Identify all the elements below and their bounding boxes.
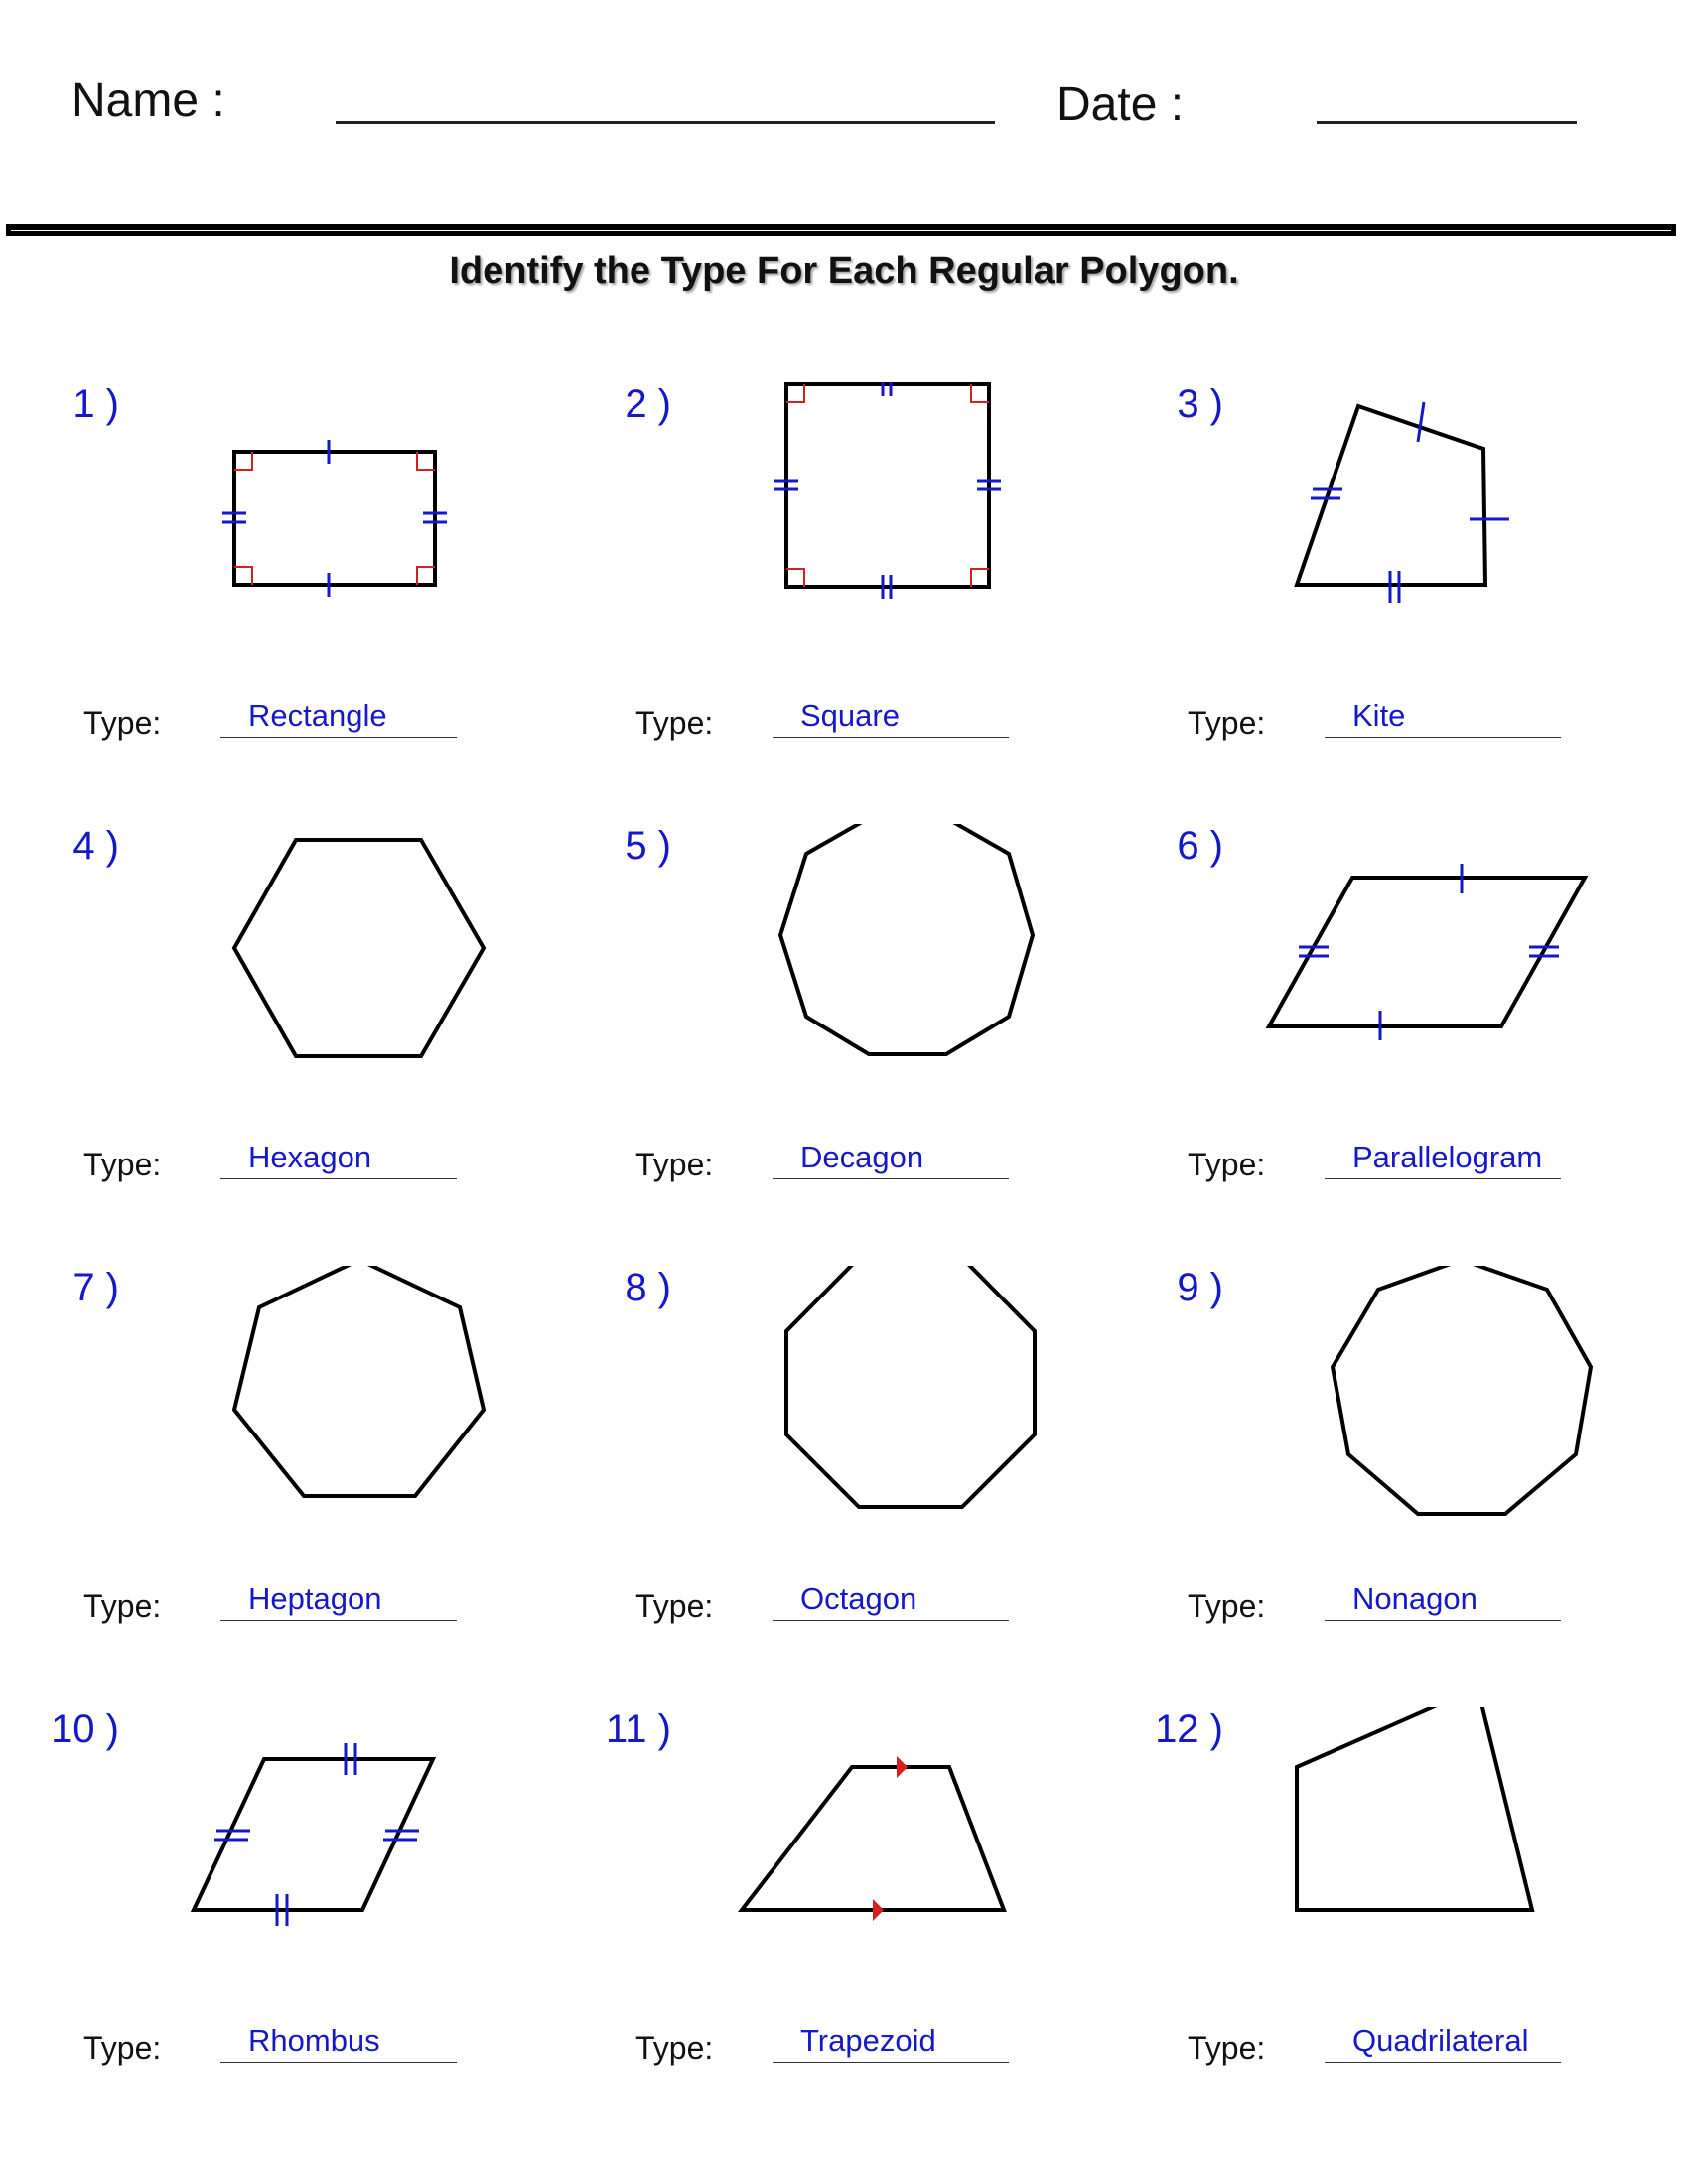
instructions-title: Identify the Type For Each Regular Polygon. [449, 250, 1239, 292]
decagon-shape-icon [552, 824, 1108, 1161]
answer-text: Quadrilateral [1352, 2023, 1529, 2058]
answer-line[interactable] [773, 1178, 1009, 1179]
answer-text: Hexagon [248, 1140, 372, 1174]
problem-1 [0, 382, 556, 824]
problem-2 [552, 382, 1108, 824]
type-label: Type: [83, 1588, 162, 1624]
answer-line[interactable] [1325, 737, 1561, 738]
rectangle-shape-icon [0, 382, 556, 720]
answer-line[interactable] [1325, 2062, 1561, 2063]
hexagon-shape-icon [0, 824, 556, 1161]
rhombus-shape-icon [0, 1707, 556, 2045]
problem-number: 10 ) [51, 1707, 119, 1751]
name-label: Name : [71, 74, 225, 127]
problem-number: 4 ) [72, 824, 119, 868]
answer-text: Nonagon [1352, 1581, 1477, 1616]
quadrilateral-shape-icon [1104, 1707, 1660, 2045]
trapezoid-shape-icon [552, 1707, 1108, 2045]
problem-number: 12 ) [1155, 1707, 1223, 1751]
answer-line[interactable] [220, 737, 457, 738]
date-field[interactable] [1317, 121, 1577, 124]
answer-text: Trapezoid [800, 2023, 936, 2058]
answer-text: Parallelogram [1352, 1140, 1543, 1174]
answer-text: Heptagon [248, 1581, 382, 1616]
problem-number: 8 ) [625, 1266, 671, 1309]
problem-number: 11 ) [606, 1707, 671, 1751]
answer-line[interactable] [1325, 1178, 1561, 1179]
problem-8 [552, 1266, 1108, 1707]
answer-line[interactable] [220, 1178, 457, 1179]
heptagon-shape-icon [0, 1266, 556, 1603]
problem-number: 3 ) [1177, 382, 1223, 426]
answer-text: Decagon [800, 1140, 924, 1174]
octagon-shape-icon [552, 1266, 1108, 1603]
type-label: Type: [635, 705, 714, 741]
answer-line[interactable] [773, 737, 1009, 738]
answer-text: Square [800, 698, 900, 733]
problem-3 [1104, 382, 1660, 824]
type-label: Type: [83, 1147, 162, 1182]
problem-5 [552, 824, 1108, 1266]
answer-text: Octagon [800, 1581, 917, 1616]
answer-line[interactable] [773, 1620, 1009, 1621]
problem-12 [1104, 1707, 1660, 2149]
problem-10 [0, 1707, 556, 2149]
answer-line[interactable] [220, 2062, 457, 2063]
answer-text: Rhombus [248, 2023, 380, 2058]
type-label: Type: [635, 2030, 714, 2066]
type-label: Type: [83, 2030, 162, 2066]
answer-text: Kite [1352, 698, 1406, 733]
answer-line[interactable] [773, 2062, 1009, 2063]
square-shape-icon [552, 382, 1108, 720]
problem-number: 5 ) [625, 824, 671, 868]
type-label: Type: [1188, 1147, 1266, 1182]
answer-line[interactable] [220, 1620, 457, 1621]
problem-9 [1104, 1266, 1660, 1707]
problem-7 [0, 1266, 556, 1707]
name-field[interactable] [336, 121, 995, 124]
nonagon-shape-icon [1104, 1266, 1660, 1603]
type-label: Type: [1188, 2030, 1266, 2066]
problem-number: 7 ) [72, 1266, 119, 1309]
problem-number: 6 ) [1177, 824, 1223, 868]
answer-text: Rectangle [248, 698, 387, 733]
problem-6 [1104, 824, 1660, 1266]
type-label: Type: [1188, 1588, 1266, 1624]
type-label: Type: [83, 705, 162, 741]
parallelogram-shape-icon [1104, 824, 1660, 1161]
type-label: Type: [635, 1147, 714, 1182]
type-label: Type: [1188, 705, 1266, 741]
problem-number: 2 ) [625, 382, 671, 426]
problem-11 [552, 1707, 1108, 2149]
problem-number: 9 ) [1177, 1266, 1223, 1309]
answer-line[interactable] [1325, 1620, 1561, 1621]
problem-number: 1 ) [72, 382, 119, 426]
kite-shape-icon [1104, 382, 1660, 720]
date-label: Date : [1056, 78, 1185, 131]
header-divider [6, 224, 1676, 236]
problem-4 [0, 824, 556, 1266]
type-label: Type: [635, 1588, 714, 1624]
